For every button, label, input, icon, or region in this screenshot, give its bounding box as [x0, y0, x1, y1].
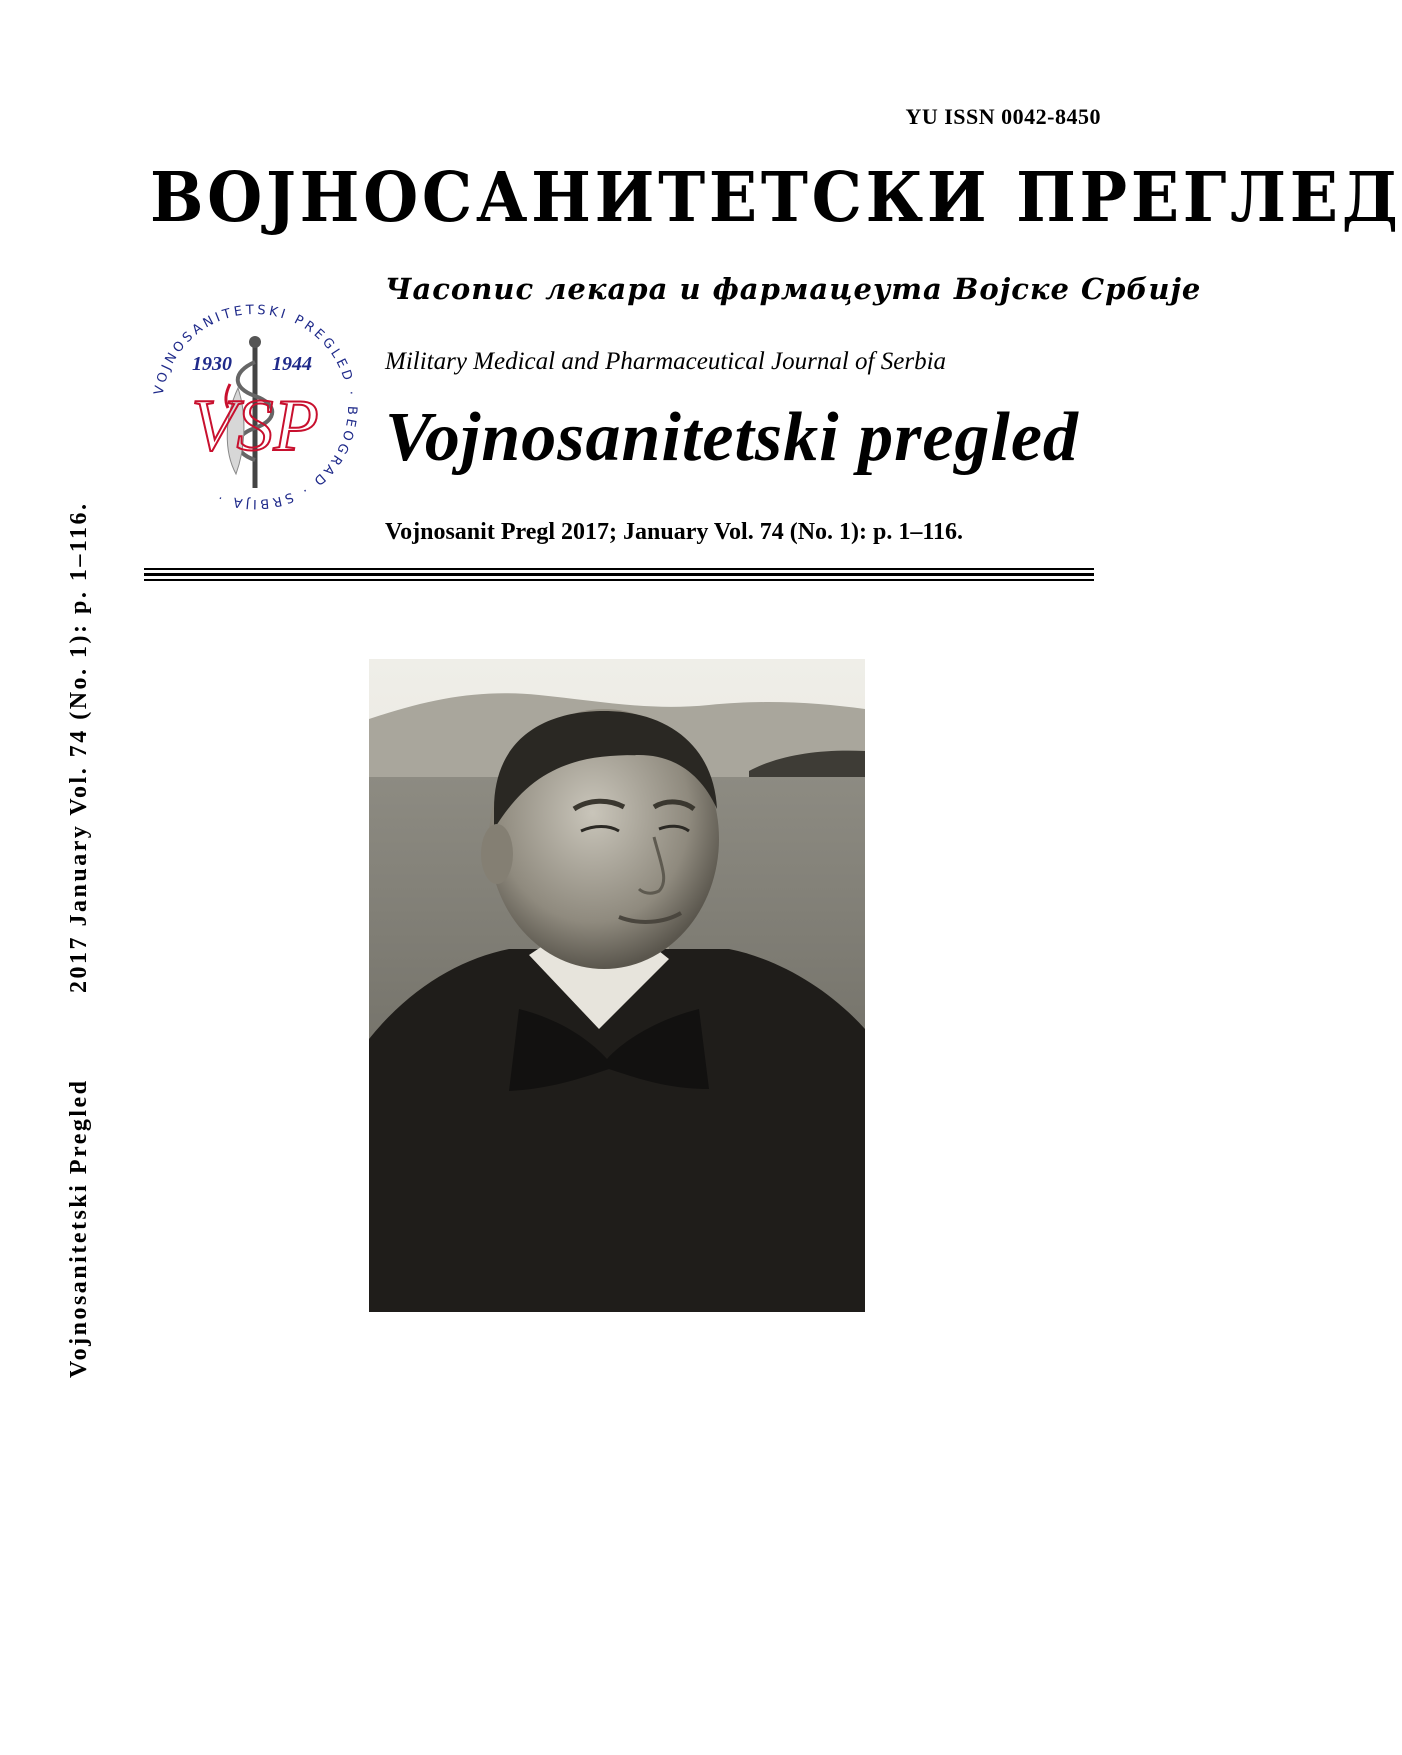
vsp-logo-icon [140, 292, 370, 522]
spine [0, 0, 120, 1755]
header-rule-thick [144, 573, 1094, 576]
issn-label: YU ISSN 0042-8450 [905, 104, 1101, 129]
logo-ring-text: VOJNOSANITETSKI PREGLED · BEOGRAD · SRBIJA · [151, 302, 360, 512]
spine-issue-text: 2017 January Vol. 74 (No. 1): p. 1–116. [66, 501, 92, 993]
logo-monogram: VSP [191, 385, 319, 467]
journal-title-latin: Vojnosanitetski pregled [385, 399, 1079, 476]
logo-year-left: 1930 [192, 353, 232, 375]
journal-logo [140, 292, 370, 522]
journal-subtitle-english: Military Medical and Pharmaceutical Journal of Serbia [385, 348, 947, 375]
issue-citation: Vojnosanit Pregl 2017; January Vol. 74 (No. 1): p. 1–116. [385, 519, 964, 545]
journal-subtitle-cyrillic: Часопис лекара и фармацеута Војске Србије [385, 272, 1202, 306]
portrait-photo [369, 659, 865, 1312]
header-rule-thin-bottom [144, 579, 1094, 581]
logo-year-right: 1944 [272, 353, 312, 375]
journal-title-cyrillic: ВОЈНОСАНИТЕТСКИ ПРЕГЛЕД [150, 158, 1402, 238]
spine-journal-text: Vojnosanitetski Pregled [66, 1078, 92, 1378]
header-rule-thin-top [144, 568, 1094, 570]
